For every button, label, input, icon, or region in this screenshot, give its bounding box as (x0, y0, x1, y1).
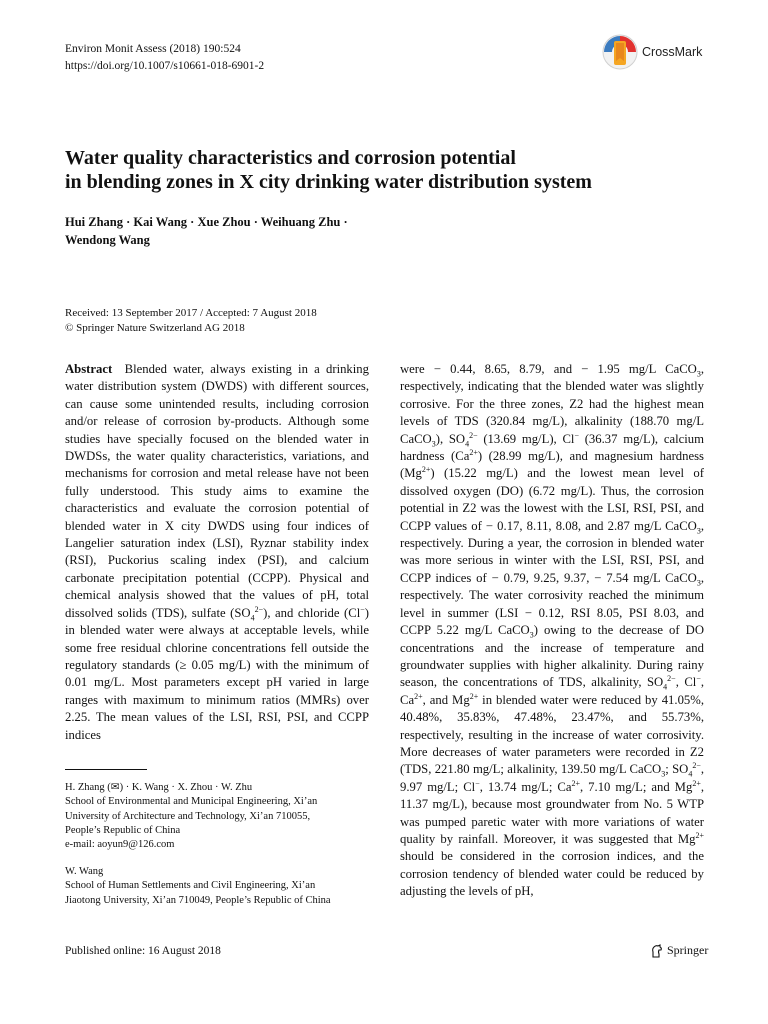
subscript: 3 (529, 630, 534, 640)
journal-citation: Environ Monit Assess (2018) 190:524 (65, 43, 241, 55)
subscript: 3 (661, 769, 666, 779)
affiliation-2-school: School of Human Settlements and Civil Engineering, Xi’an (65, 880, 316, 892)
abstract-text-2: ), and chloride (Cl (263, 605, 361, 620)
abstract-text-r4: (13.69 mg/L), Cl (477, 431, 575, 446)
affiliation-1-country: People’s Republic of China (65, 824, 181, 836)
affiliation-2-author: W. Wang (65, 866, 104, 877)
affiliation-1-school: School of Environmental and Municipal Engineering, Xi’an (65, 796, 318, 808)
superscript: − (475, 778, 480, 788)
abstract-text-r14: in blended water were reduced by 41.05%, 40.48%, 35.83%, 47.48%, 23.47%, and 55.73%, respectively, resulting in the increase of water corrosivity. More decreases of water parameters were recorded in Z2 (TDS, 221.80 mg/L; alkalinity, 139.50 mg/L CaCO (400, 692, 704, 777)
abstract-text-r17: , 13.74 mg/L; Ca (479, 779, 572, 794)
abstract-text-r16: , 9.97 mg/L; Cl (400, 762, 704, 794)
springer-horse-icon (650, 944, 664, 958)
superscript: 2+ (571, 778, 581, 788)
superscript: − (696, 674, 701, 684)
abstract-text-1: Blended water, always existing in a drinking water distribution system (DWDS) with different sources, can cause some unintended results, including corrosion and/or release of corrosion by-products. Although some studies have specially focused on the blended water in DWDSs, the water quality characteristics, variations, and mechanisms for corrosion and metal release have not been fully understood. This study aims to examine the characteristics and evaluate the corrosion potential of blended water in X city DWDS using four indices of Langelier saturation index (LSI), Ryznar stability index (RSI), Puckorius scaling index (PSI), and calcium carbonate precipitation potential (CCPP). Physical and chemical analysis showed that the values of pH, total dissolved solids (TDS), sulfate (SO (65, 362, 369, 620)
doi-link[interactable]: https://doi.org/10.1007/s10661-018-6901-2 (65, 60, 265, 72)
abstract-text-r9: , respectively. The water corrosivity reached the minimum level in summer (LSI − 0.12, RSI 8.05, PSI 8.03, and CCPP 5.22 mg/L CaCO (400, 570, 704, 638)
author-list (65, 213, 425, 249)
publisher-logo (650, 943, 708, 958)
superscript: 2+ (692, 778, 701, 788)
corresponding-email[interactable]: e-mail: aoyun9@126.com (65, 839, 175, 851)
abstract-right-column (400, 361, 704, 901)
abstract-text-r2: , respectively, indicating that the blended water was slightly corrosive. For the three zones, Z2 had the highest mean levels of TDS (320.84 mg/L), alkalinity (188.70 mg/L CaCO (400, 362, 704, 446)
abstract-text-r3: ), SO (435, 431, 466, 446)
superscript: 2+ (469, 691, 479, 701)
abstract-text-r12: , Ca (400, 675, 704, 707)
abstract-text-r13: , and Mg (422, 692, 470, 707)
affiliation-2-university: Jiaotong University, Xi’an 710049, People’s Republic of China (65, 894, 331, 906)
subscript: 4 (465, 439, 470, 449)
subscript: 4 (688, 769, 693, 779)
authors-line-2[interactable]: Wendong Wang (65, 233, 150, 247)
superscript: 2− (254, 604, 264, 614)
abstract-text-r8: , respectively. During a year, the corrosion in blended water was more serious in winter with the LSI, RSI, PSI, and CCPP indices of − 0.79, 9.25, 9.37, − 7.54 mg/L CaCO (400, 518, 704, 585)
superscript: 2+ (414, 691, 423, 701)
journal-header (65, 41, 264, 75)
published-online-date: Published online: 16 August 2018 (65, 945, 221, 957)
abstract-text-r11: , Cl (675, 675, 697, 690)
subscript: 3 (696, 578, 701, 588)
superscript: 2− (667, 674, 676, 684)
title-line-2: in blending zones in X city drinking water distribution system (65, 171, 592, 193)
affiliation-2 (65, 865, 370, 908)
crossmark-icon (601, 33, 639, 71)
superscript: 2+ (695, 830, 704, 840)
abstract-text-r10: ) owing to the decrease of DO concentrations and the increase of temperature and groundwater supplies with higher alkalinity. During rainy season, the concentrations of TDS, alkalinity, SO (400, 623, 704, 690)
subscript: 3 (696, 526, 701, 536)
crossmark-label: CrossMark (642, 45, 703, 59)
abstract-text-r19: , 11.37 mg/L), because most groundwater from No. 5 WTP was pumped paretic water with more variations of water quality by rainfall. Moreover, it was suggested that Mg (400, 779, 704, 846)
publisher-name: Springer (667, 943, 709, 957)
abstract-text-r1: were − 0.44, 8.65, 8.79, and − 1.95 mg/L CaCO (400, 362, 697, 376)
copyright-notice: © Springer Nature Switzerland AG 2018 (65, 322, 245, 334)
abstract-text-r15: ; SO (665, 762, 689, 777)
abstract-text-r20: should be considered in the corrosion indices, and the corrosion tendency of blended water could be reduced by adjusting the levels of pH, (400, 849, 704, 899)
superscript: − (360, 604, 365, 614)
abstract-text-r5: (36.37 mg/L), calcium hardness (Ca (400, 431, 704, 464)
superscript: 2+ (421, 465, 431, 475)
abstract-text-r6: ) (28.99 mg/L), and magnesium hardness (Mg (400, 449, 704, 481)
received-accepted: Received: 13 September 2017 / Accepted: 7 August 2018 (65, 307, 317, 319)
affiliation-1-university: University of Architecture and Technology, Xi’an 710055, (65, 810, 311, 822)
superscript: 2− (469, 430, 478, 440)
authors-line-1[interactable]: Hui Zhang · Kai Wang · Xue Zhou · Weihuang Zhu · (65, 215, 348, 229)
abstract-text-r18: , 7.10 mg/L; and Mg (580, 779, 693, 794)
abstract-left-column (65, 361, 369, 744)
title-line-1: Water quality characteristics and corrosion potential (65, 147, 516, 169)
subscript: 3 (696, 369, 701, 379)
article-title (65, 146, 725, 194)
abstract-heading: Abstract (65, 362, 113, 376)
subscript: 4 (250, 613, 255, 623)
crossmark-button[interactable] (601, 33, 702, 71)
abstract-text-3: ) in blended water were always at acceptable levels, while some free residual chlorine concentrations fell outside the regulatory standards (≥ 0.05 mg/L) with the minimum of 0.01 mg/L. Most parameters except pH varied in large ranges with maximum to minimum ratios (MMRs) over 2.25. The mean values of the LSI, RSI, PSI, and CCPP indices (65, 605, 369, 742)
affiliation-1 (65, 781, 370, 852)
affiliation-1-authors: H. Zhang (✉) · K. Wang · X. Zhou · W. Zhu (65, 782, 253, 793)
footnote-divider (65, 769, 147, 770)
article-dates (65, 306, 317, 336)
abstract-text-r7: ) (15.22 mg/L) and the lowest mean level of dissolved oxygen (DO) (6.72 mg/L). Thus, the corrosion potential in Z2 was the lowest with the LSI, RSI, PSI, and CCPP values of − 0.17, 8.11, 8.08, and 2.87 mg/L CaCO (400, 466, 704, 533)
subscript: 3 (431, 439, 436, 449)
superscript: 2− (692, 761, 701, 771)
subscript: 4 (663, 682, 668, 692)
superscript: − (574, 430, 579, 440)
superscript: 2+ (469, 447, 478, 457)
